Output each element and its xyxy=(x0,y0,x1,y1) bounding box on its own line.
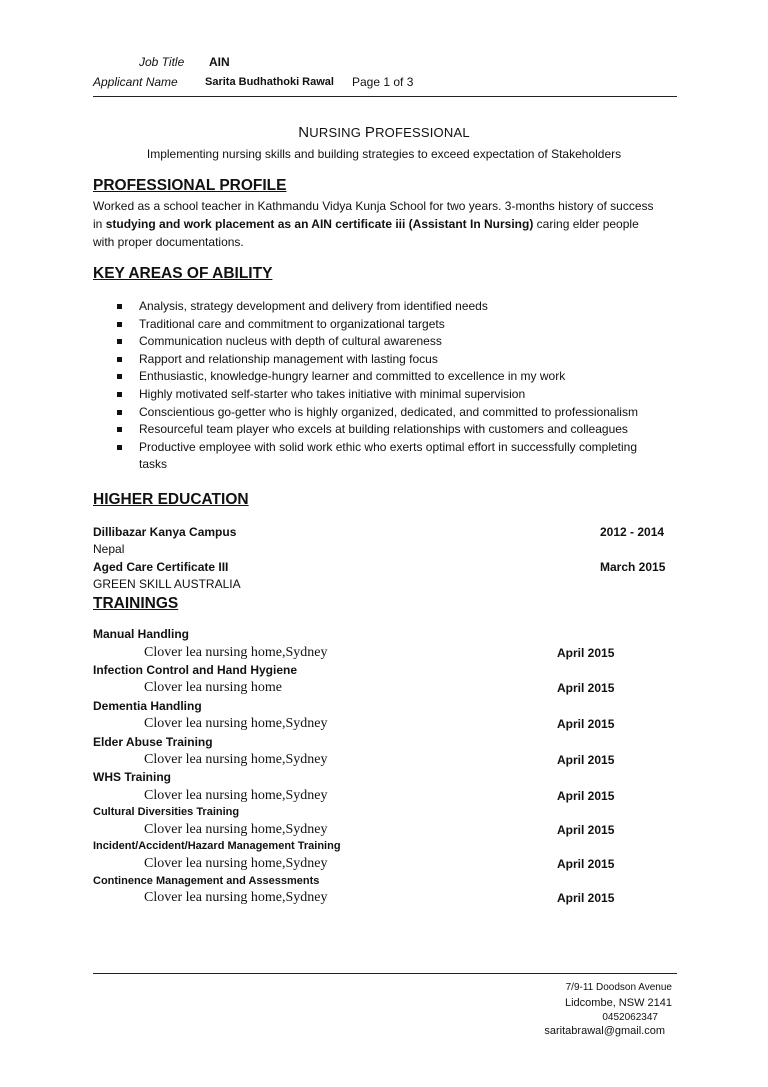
ability-item: Rapport and relationship management with lasting focus xyxy=(115,351,677,369)
training-place: Clover lea nursing home,Sydney xyxy=(144,890,328,905)
training-name: Continence Management and Assessments xyxy=(93,875,320,887)
trainings-heading: TRAININGS xyxy=(93,595,179,612)
training-name: Infection Control and Hand Hygiene xyxy=(93,663,298,677)
bullet-square-icon xyxy=(117,392,122,397)
ability-item: Resourceful team player who excels at building relationships with customers and colleagues xyxy=(115,421,677,439)
training-date: April 2015 xyxy=(557,717,615,731)
training-place: Clover lea nursing home,Sydney xyxy=(144,716,328,731)
training-name: Manual Handling xyxy=(93,627,189,641)
education-date: 2012 - 2014 xyxy=(600,525,665,539)
training-name: Incident/Accident/Hazard Management Training xyxy=(93,840,341,852)
footer-address-line-2: Lidcombe, NSW 2141 xyxy=(565,997,672,1009)
training-date: April 2015 xyxy=(557,891,615,905)
header-rule xyxy=(93,96,677,97)
bullet-square-icon xyxy=(117,374,122,379)
education-heading: HIGHER EDUCATION xyxy=(93,491,249,508)
ability-item: Traditional care and commitment to organizational targets xyxy=(115,316,677,334)
training-name: Cultural Diversities Training xyxy=(93,806,240,818)
education-location: GREEN SKILL AUSTRALIA xyxy=(93,577,241,591)
job-title-label: Job Title xyxy=(139,55,185,69)
profile-heading: PROFESSIONAL PROFILE xyxy=(93,177,287,194)
training-name: WHS Training xyxy=(93,770,171,784)
ability-item: Analysis, strategy development and delivery from identified needs xyxy=(115,298,677,316)
ability-item: Communication nucleus with depth of cultural awareness xyxy=(115,333,677,351)
training-name: Dementia Handling xyxy=(93,699,202,713)
footer-phone: 0452062347 xyxy=(602,1012,658,1023)
bullet-square-icon xyxy=(117,357,122,362)
training-place: Clover lea nursing home,Sydney xyxy=(144,645,328,660)
bullet-square-icon xyxy=(117,304,122,309)
profile-text xyxy=(93,197,677,251)
training-name: Elder Abuse Training xyxy=(93,735,213,749)
training-date: April 2015 xyxy=(557,753,615,767)
ability-item: Productive employee with solid work ethic who exerts optimal effort in successfully completing xyxy=(115,439,677,457)
training-place: Clover lea nursing home xyxy=(144,680,283,695)
footer-rule xyxy=(93,973,677,974)
bullet-square-icon xyxy=(117,427,122,432)
abilities-list xyxy=(115,298,677,474)
training-date: April 2015 xyxy=(557,646,615,660)
ability-item-continuation: tasks xyxy=(139,457,168,472)
profile-line-2: in studying and work placement as an AIN certificate iii (Assistant In Nursing) caring elder people xyxy=(93,217,639,231)
ability-item: Highly motivated self-starter who takes initiative with minimal supervision xyxy=(115,386,677,404)
training-place: Clover lea nursing home,Sydney xyxy=(144,788,328,803)
abilities-heading: KEY AREAS OF ABILITY xyxy=(93,265,273,282)
training-date: April 2015 xyxy=(557,823,615,837)
profile-line-3: with proper documentations. xyxy=(93,235,244,249)
education-date: March 2015 xyxy=(600,560,666,574)
bullet-square-icon xyxy=(117,445,122,450)
training-date: April 2015 xyxy=(557,681,615,695)
education-institution: Aged Care Certificate III xyxy=(93,560,229,574)
training-place: Clover lea nursing home,Sydney xyxy=(144,856,328,871)
document-subtitle: Implementing nursing skills and building strategies to exceed expectation of Stakeholders xyxy=(146,147,622,161)
document-title: NURSING PROFESSIONAL xyxy=(298,124,470,141)
applicant-name-value: Sarita Budhathoki Rawal xyxy=(205,76,334,88)
page-number: Page 1 of 3 xyxy=(352,75,414,89)
footer-address-line-1: 7/9-11 Doodson Avenue xyxy=(565,982,672,993)
applicant-name-label: Applicant Name xyxy=(93,75,178,89)
bullet-square-icon xyxy=(117,322,122,327)
training-date: April 2015 xyxy=(557,857,615,871)
ability-item: Conscientious go-getter who is highly organized, dedicated, and committed to professionalism xyxy=(115,404,677,422)
training-date: April 2015 xyxy=(557,789,615,803)
bullet-square-icon xyxy=(117,410,122,415)
education-location: Nepal xyxy=(93,542,125,556)
training-place: Clover lea nursing home,Sydney xyxy=(144,752,328,767)
education-institution: Dillibazar Kanya Campus xyxy=(93,525,237,539)
bullet-square-icon xyxy=(117,339,122,344)
job-title-value: AIN xyxy=(209,55,230,69)
ability-item: Enthusiastic, knowledge-hungry learner and committed to excellence in my work xyxy=(115,368,677,386)
profile-line-1: Worked as a school teacher in Kathmandu Vidya Kunja School for two years. 3-months history of success xyxy=(93,199,654,213)
footer-email: saritabrawal@gmail.com xyxy=(544,1025,665,1037)
training-place: Clover lea nursing home,Sydney xyxy=(144,822,328,837)
